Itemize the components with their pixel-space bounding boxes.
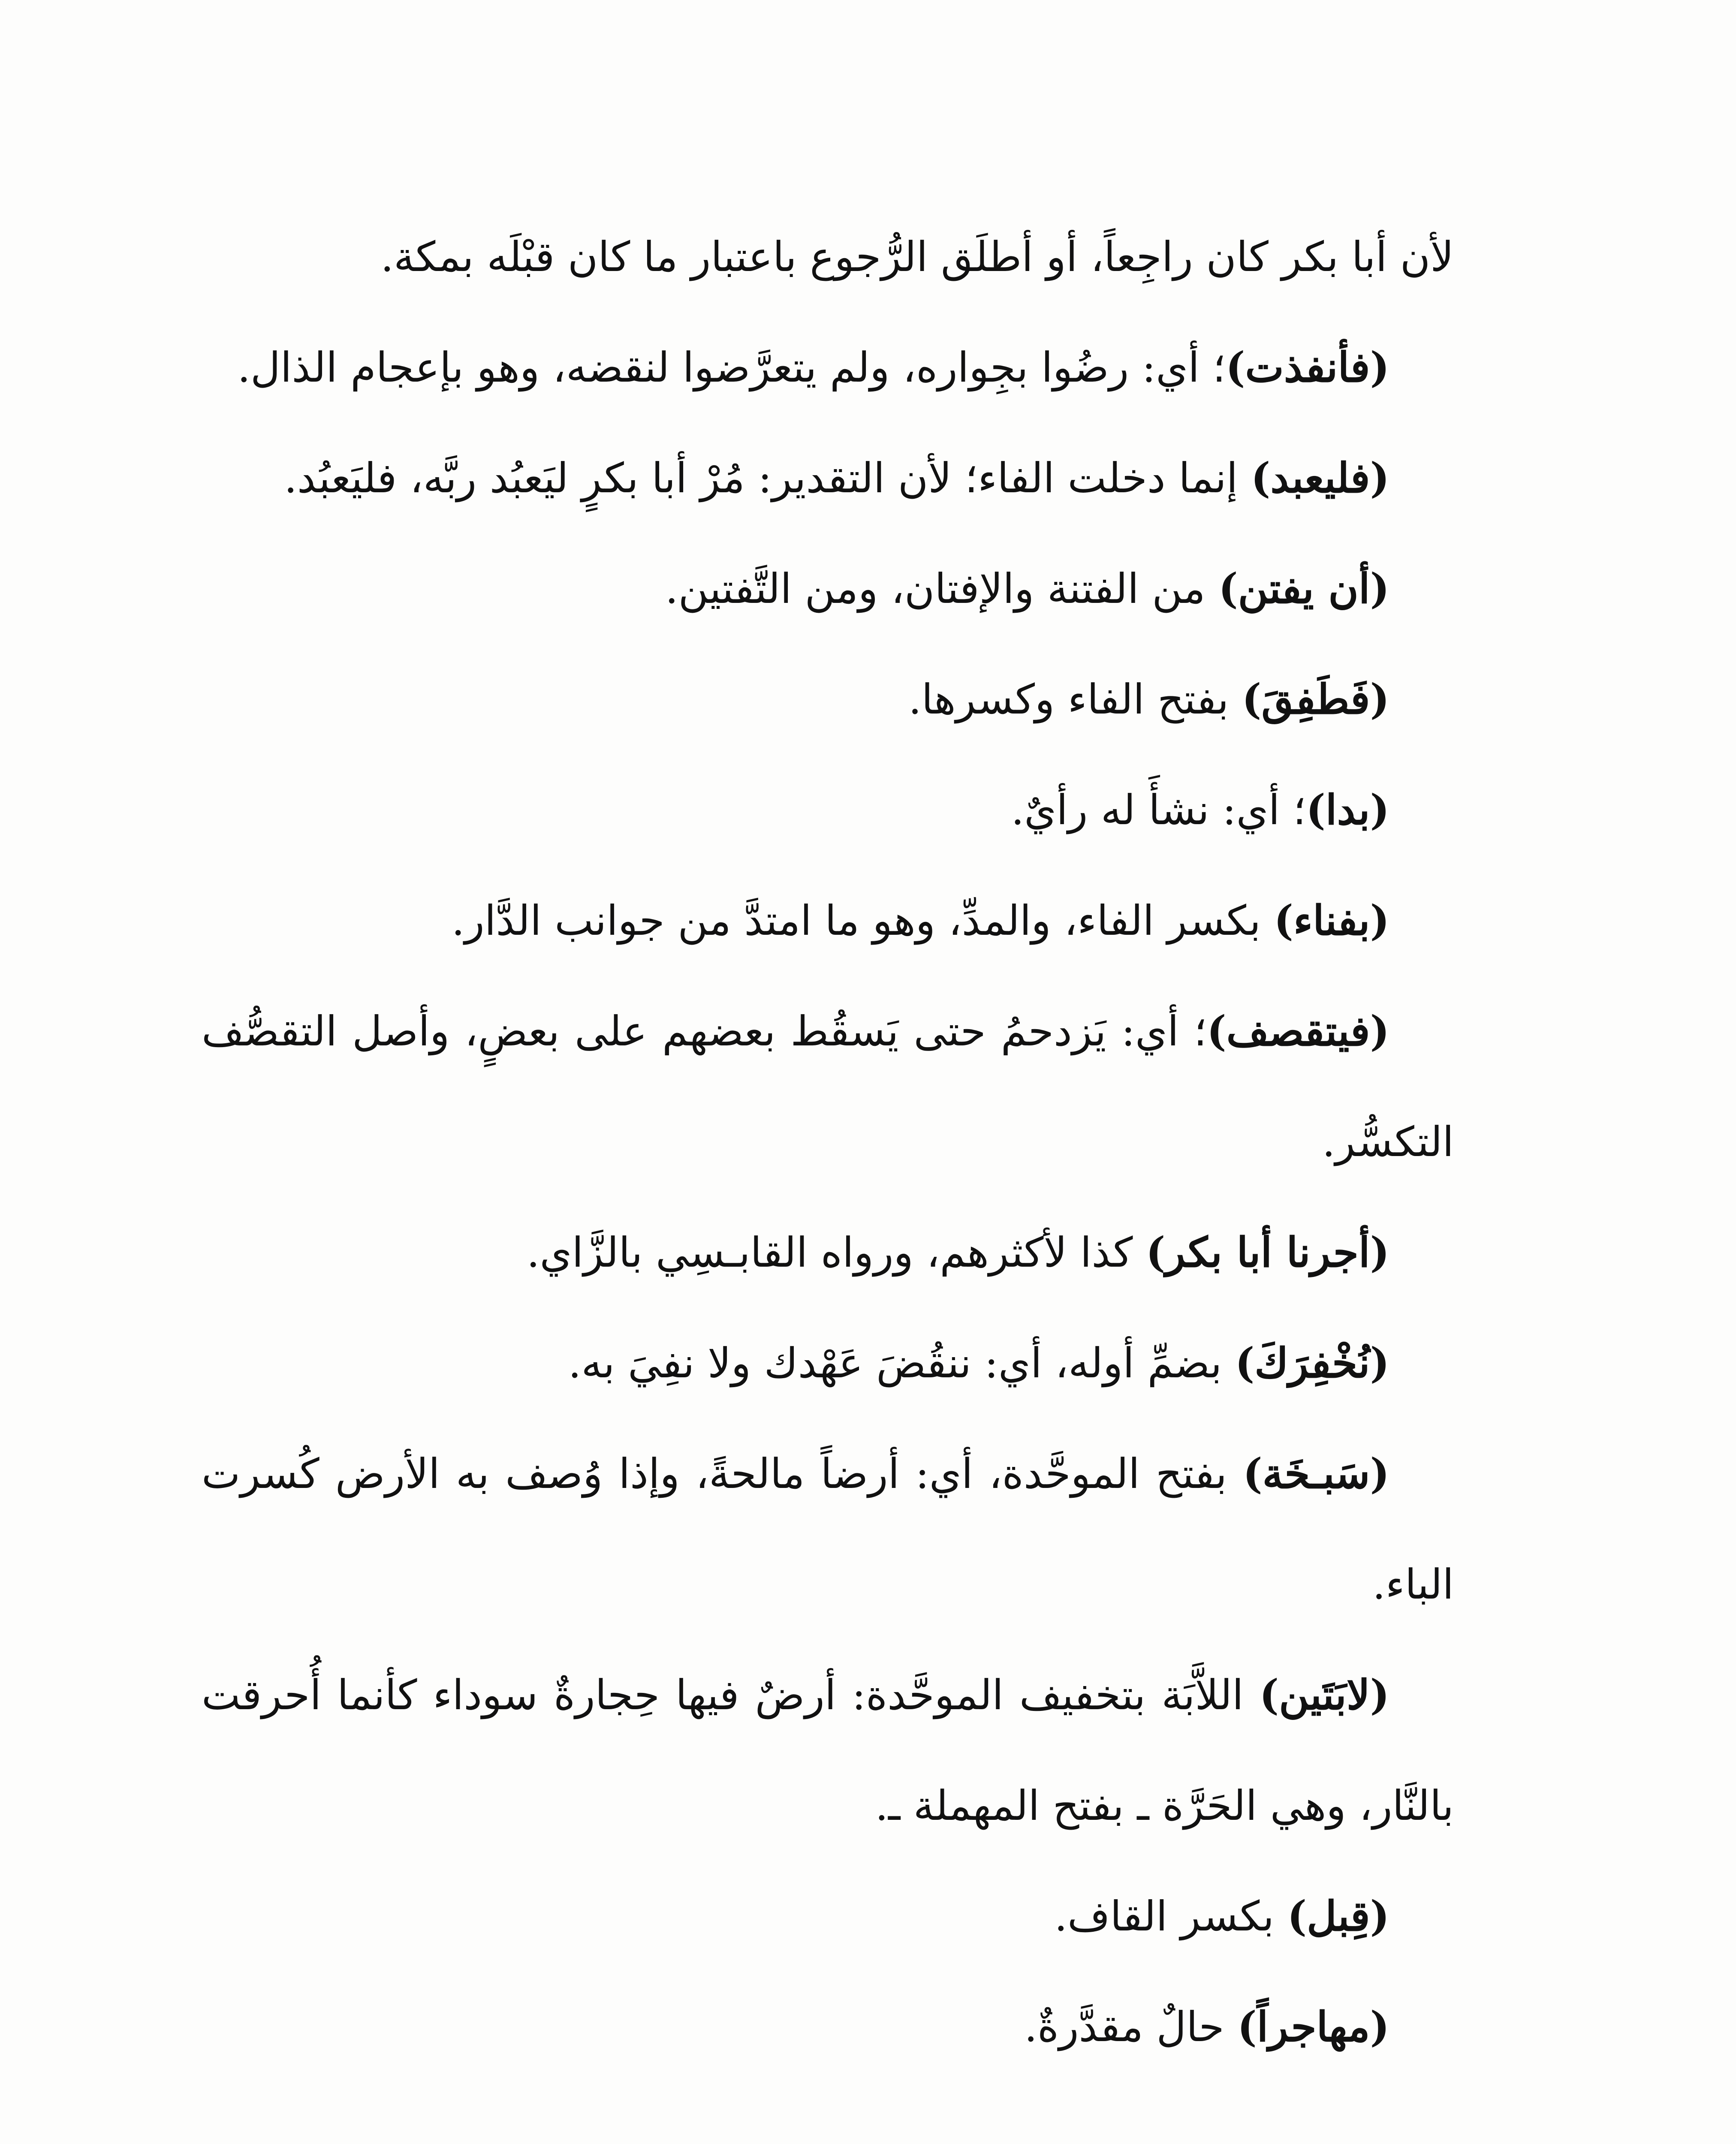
paragraph [202,202,1454,312]
paragraph [202,1972,1454,2082]
entry-text: إنما دخلت الفاء؛ لأن التقدير: مُرْ أبا بكرٍ ليَعبُد ربَّه، فليَعبُد. [284,454,1251,502]
paragraph [202,423,1454,533]
paragraph [202,644,1454,755]
paragraph [202,865,1454,976]
entry-text: ؛ أي: يَزدحمُ حتى يَسقُط بعضهم على بعضٍ، وأصل التقصُّف التكسُّر. [202,1007,1454,1166]
entry-text: كذا لأكثرهم، ورواه القابـسِي بالزَّاي. [526,1229,1146,1277]
paragraph [202,533,1454,644]
paragraph [202,1197,1454,1308]
paragraph [202,1640,1454,1861]
entry-term: (فيتقصف) [1207,1007,1390,1055]
entry-text: بكسر الفاء، والمدِّ، وهو ما امتدَّ من جوانب الدَّار. [451,897,1274,945]
entry-term: (لابَتَين) [1259,1671,1389,1719]
entry-term: (فأنفذت) [1225,343,1389,391]
paragraph [202,1308,1454,1418]
entry-term: (نُخْفِرَكَ) [1235,1339,1389,1387]
entry-text: من الفتنة والإفتان، ومن التَّفتين. [665,565,1219,613]
entry-term: (فَطَفِقَ) [1242,675,1389,723]
entry-text: اللاَّبَة بتخفيف الموحَّدة: أرضٌ فيها حِجارةٌ سوداء كأنما أُحرقت بالنَّار، وهي الحَرَّة ـ بفتح المهملة ـ. [202,1671,1454,1830]
entry-term: (بدا) [1306,786,1389,834]
entry-text: ؛ أي: رضُوا بجِواره، ولم يتعرَّضوا لنقضه، وهو بإعجام الذال. [237,343,1226,391]
paragraph [202,1418,1454,1640]
entry-text: بكسر القاف. [1054,1892,1287,1940]
entry-text: حالٌ مقدَّرةٌ. [1024,2003,1238,2051]
entry-term: (فليعبد) [1251,454,1389,502]
entry-term: (سَبـخَة) [1243,1449,1389,1498]
entry-term: (أن يفتن) [1218,564,1389,613]
paragraph [202,755,1454,865]
entry-text: ؛ أي: نشأَ له رأيٌ. [1011,786,1306,834]
entry-term: (بفناء) [1274,896,1389,945]
entry-text: بضمِّ أوله، أي: ننقُضَ عَهْدك ولا نفِيَ به. [568,1339,1235,1387]
entry-term: (أجرنا أبا بكر) [1146,1228,1389,1277]
paragraph [202,312,1454,423]
entry-text: لأن أبا بكر كان راجِعاً، أو أطلَق الرُّجوع باعتبار ما كان قبْلَه بمكة. [380,233,1454,281]
entry-text: بفتح الموحَّدة، أي: أرضاً مالحةً، وإذا وُصف به الأرض كُسرت الباء. [202,1450,1454,1608]
entry-text: بفتح الفاء وكسرها. [908,675,1242,723]
entry-term: (مهاجراً) [1237,2002,1389,2051]
paragraph [202,1861,1454,1972]
entry-term: (قِبل) [1287,1892,1389,1940]
page-body [202,202,1454,2082]
paragraph [202,976,1454,1197]
